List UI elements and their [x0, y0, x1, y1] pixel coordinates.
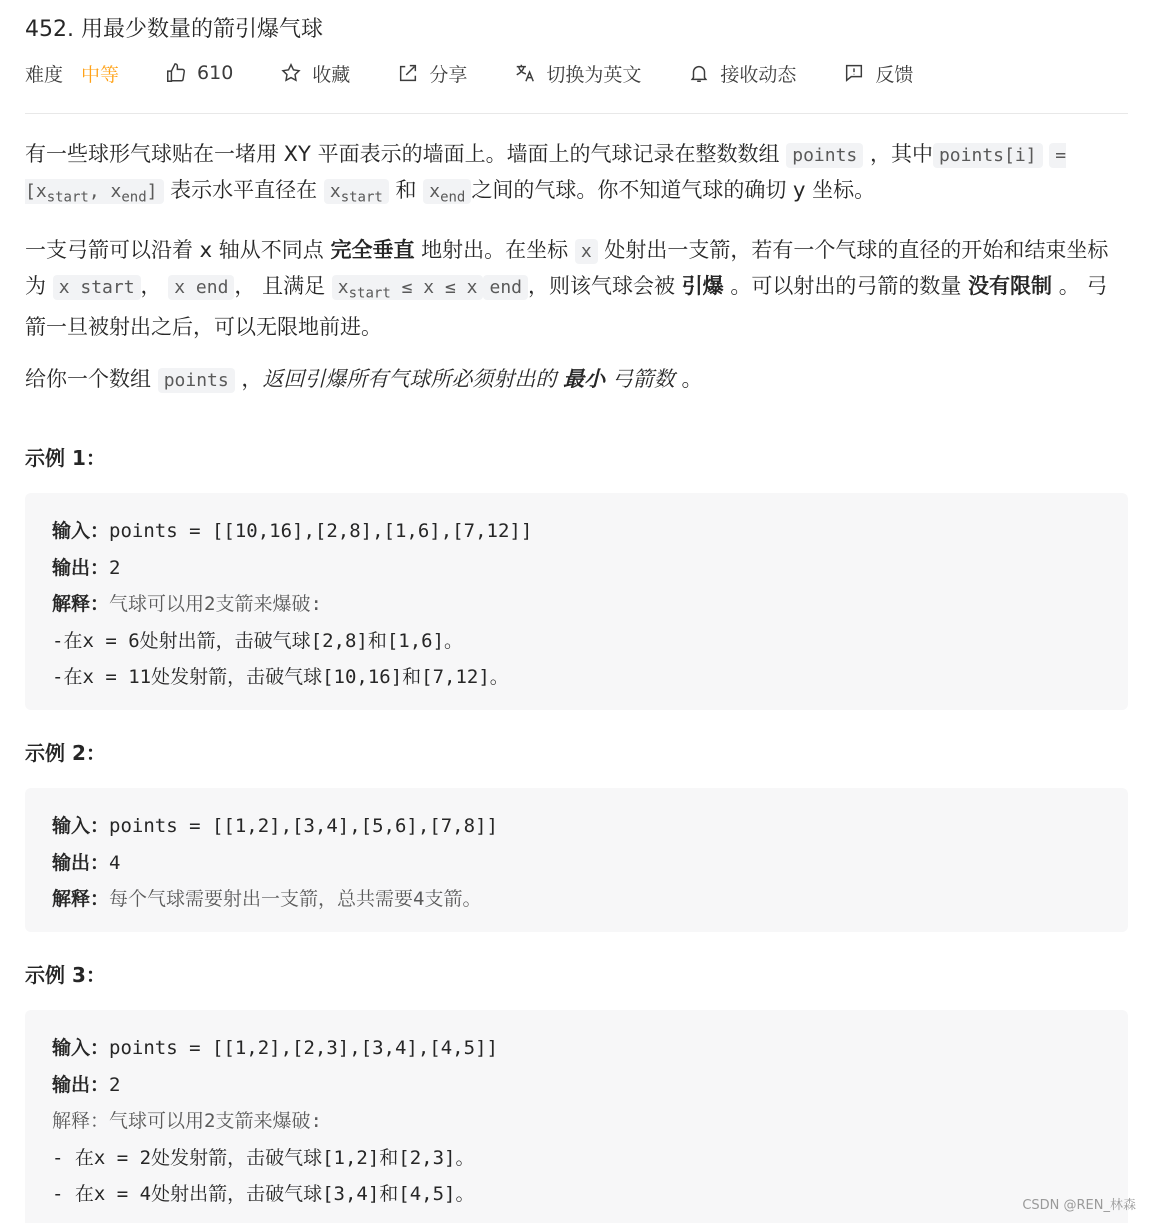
explain-text: 气球可以用2支箭来爆破: [109, 593, 322, 615]
share-button[interactable] [397, 60, 467, 87]
inline-code [332, 275, 484, 300]
inline-code: points [158, 368, 235, 393]
explain-label: 解释： [52, 888, 110, 910]
code-text: x [337, 276, 349, 298]
example-explanation [52, 881, 1101, 918]
star-icon [280, 62, 302, 84]
text: ，其中 [863, 142, 933, 166]
code-text: = [x [25, 145, 1067, 202]
example-explanation [52, 1103, 1101, 1140]
inline-code: x [575, 239, 598, 264]
subscribe-button[interactable] [688, 60, 796, 87]
output-label: 输出： [52, 1073, 110, 1096]
explain-label: 解释： [52, 1110, 110, 1132]
output-label: 输出： [52, 851, 110, 874]
code-sub: start [348, 285, 391, 302]
inline-code [324, 179, 389, 204]
text: 。可以射出的弓箭的数量 [723, 273, 969, 298]
bold-text: 引爆 [681, 273, 724, 298]
problem-toolbar [25, 58, 960, 88]
example-explanation [52, 586, 1101, 623]
text: 表示水平直径在 [163, 178, 324, 202]
watermark: CSDN @REN_林森 [1022, 1198, 1136, 1213]
example-input [52, 1030, 1101, 1067]
output-label: 输出： [52, 556, 110, 579]
text: ， [234, 367, 263, 392]
explanation-line: - 在x = 4处射出箭，击破气球[3,4]和[4,5]。 [52, 1183, 475, 1205]
subscribe-label: 接收动态 [720, 63, 797, 86]
input-label: 输入： [52, 1037, 110, 1059]
bell-icon [688, 62, 710, 84]
text: ， 且满足 [234, 273, 332, 298]
example-3-box [25, 1010, 1128, 1223]
bold-text: 完全垂直 [330, 237, 415, 262]
italic-part: 弓箭数 [605, 367, 675, 392]
description-paragraph-1 [25, 137, 1128, 215]
difficulty-badge: 中等 [81, 63, 120, 86]
example-1-title: 示例 1： [25, 446, 106, 470]
switch-language-button[interactable] [514, 60, 641, 87]
code-sub: end [121, 189, 147, 206]
text: 。 [674, 367, 703, 392]
bold-text: 最小 [563, 367, 606, 392]
explain-text: 气球可以用2支箭来爆破: [109, 1110, 322, 1132]
input-value: points = [[10,16],[2,8],[1,6],[7,12]] [109, 520, 533, 542]
input-label: 输入： [52, 815, 110, 837]
example-input [52, 513, 1101, 550]
problem-title: 452. 用最少数量的箭引爆气球 [25, 17, 323, 42]
thumbs-up-icon [165, 62, 187, 84]
code-sub: start [340, 189, 383, 206]
text: 给你一个数组 [25, 367, 158, 392]
output-value: 2 [109, 556, 121, 579]
example-1-box [25, 493, 1128, 710]
code-sub: end [440, 189, 466, 206]
switch-language-label: 切换为英文 [546, 63, 642, 86]
inline-code: points [786, 143, 863, 168]
favorite-label: 收藏 [312, 63, 351, 86]
text: 之间的气球。你不知道气球的确切 y 坐标。 [471, 178, 876, 202]
inline-code: end [483, 275, 528, 300]
input-value: points = [[1,2],[3,4],[5,6],[7,8]] [109, 815, 498, 837]
problem-description [25, 137, 1128, 416]
share-label: 分享 [429, 63, 468, 86]
explain-label: 解释： [52, 593, 110, 615]
text: 一支弓箭可以沿着 x 轴从不同点 [25, 237, 331, 262]
inline-code [423, 179, 471, 204]
like-count: 610 [197, 62, 234, 84]
text: ， [140, 273, 169, 298]
code-sub: start [46, 189, 89, 206]
description-paragraph-3 [25, 362, 1128, 398]
like-button[interactable] [165, 62, 233, 84]
text: 处射出一支箭，若有一个气球的直径的开始和结束坐标为 [25, 237, 1109, 298]
inline-code: x end [168, 275, 234, 300]
text: ，则该气球会被 [528, 273, 682, 298]
example-output [52, 1067, 1101, 1104]
example-3-title: 示例 3： [25, 963, 106, 987]
inline-code: points[i] [933, 143, 1043, 168]
code-text: ] [146, 181, 158, 202]
explanation-line: -在x = 11处发射箭，击破气球[10,16]和[7,12]。 [52, 666, 509, 688]
feedback-button[interactable] [843, 60, 913, 87]
example-input [52, 808, 1101, 845]
text: 有一些球形气球贴在一堵用 XY 平面表示的墙面上。墙面上的气球记录在整数数组 [25, 142, 787, 166]
explain-text: 每个气球需要射出一支箭，总共需要4支箭。 [109, 888, 482, 910]
italic-text [262, 367, 674, 391]
favorite-button[interactable] [280, 60, 350, 87]
code-text: , x [88, 181, 122, 202]
example-2-box [25, 788, 1128, 932]
input-value: points = [[1,2],[2,3],[3,4],[4,5]] [109, 1037, 498, 1059]
text: 。 弓箭一旦被射出之后，可以无限地前进。 [25, 273, 1108, 340]
inline-code: x start [53, 275, 141, 300]
code-text: x [429, 181, 441, 202]
text: 和 [388, 178, 424, 202]
italic-part: 返回引爆所有气球所必须射出的 [262, 367, 564, 392]
input-label: 输入： [52, 520, 110, 542]
difficulty-label: 难度 [25, 63, 64, 86]
bold-text: 没有限制 [968, 273, 1053, 298]
translate-icon [514, 62, 536, 84]
example-output [52, 550, 1101, 587]
share-icon [397, 62, 419, 84]
output-value: 2 [109, 1073, 121, 1096]
code-text: x [329, 181, 341, 202]
explanation-line: - 在x = 2处发射箭，击破气球[1,2]和[2,3]。 [52, 1146, 475, 1169]
feedback-label: 反馈 [875, 63, 914, 86]
output-value: 4 [109, 851, 121, 874]
feedback-icon [843, 62, 865, 84]
explanation-line: -在x = 6处射出箭，击破气球[2,8]和[1,6]。 [52, 629, 464, 652]
header-divider [25, 113, 1128, 114]
code-text: ≤ x ≤ x [390, 276, 478, 298]
text: 地射出。在坐标 [414, 237, 575, 262]
description-paragraph-2 [25, 233, 1128, 345]
example-output [52, 845, 1101, 882]
example-2-title: 示例 2： [25, 741, 106, 765]
